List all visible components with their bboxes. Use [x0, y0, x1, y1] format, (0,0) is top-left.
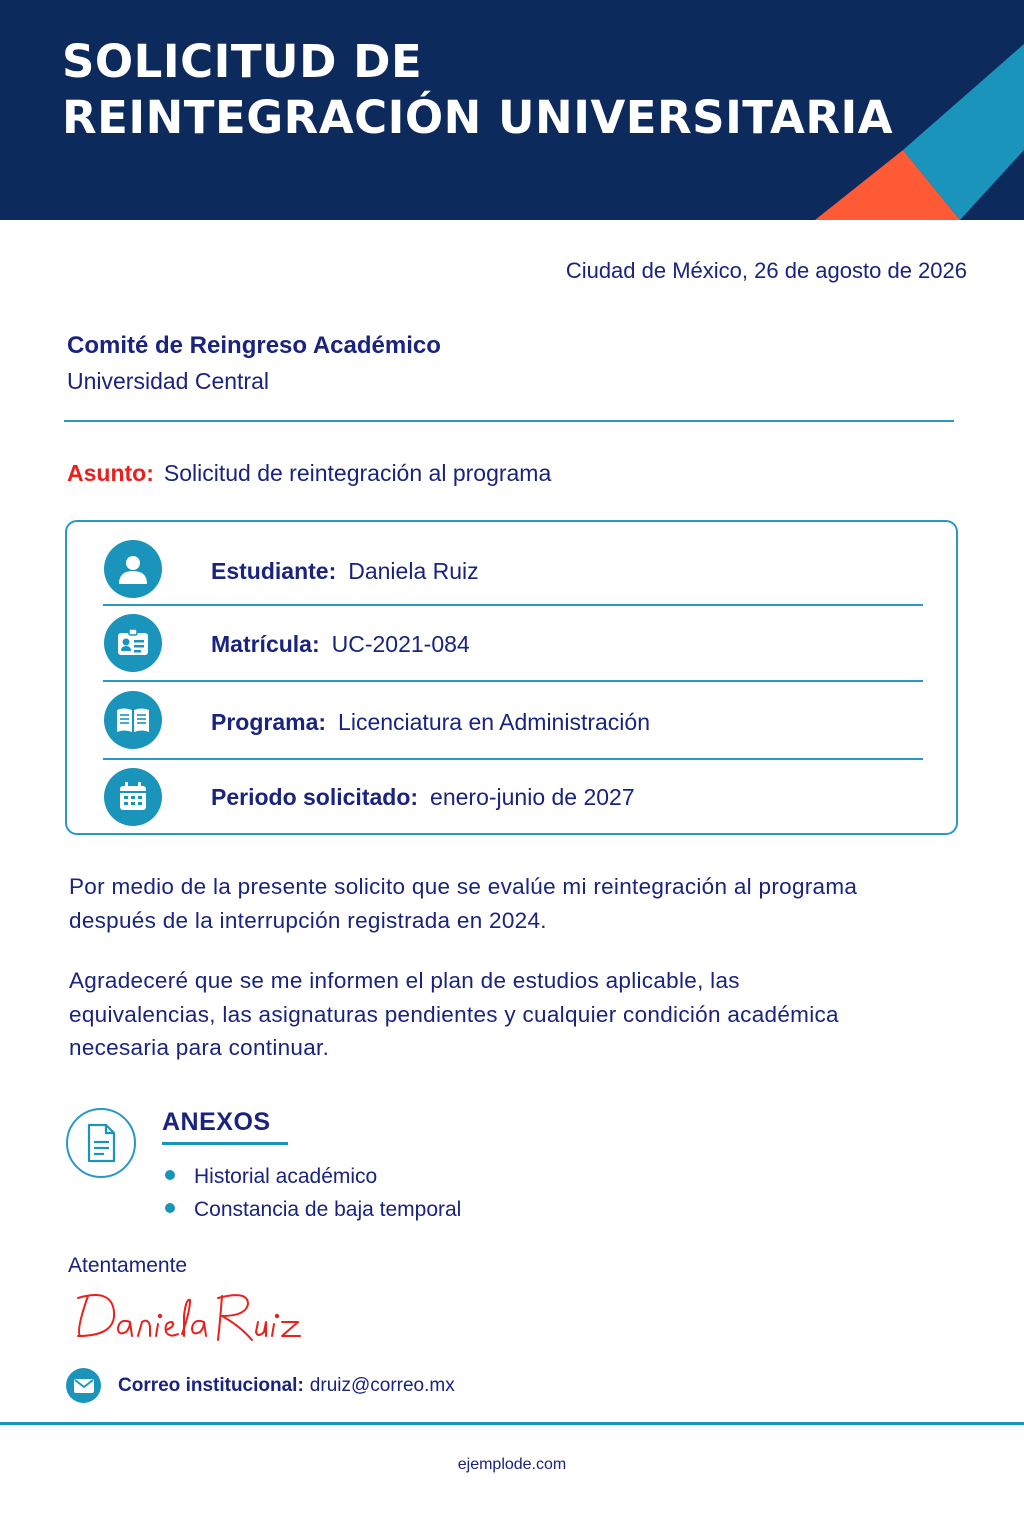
recipient-name: Comité de Reingreso Académico: [67, 332, 441, 359]
info-period-text: [211, 784, 635, 811]
list-item: [165, 1160, 461, 1193]
annexes-list: [165, 1160, 461, 1226]
page-title: [62, 34, 893, 146]
info-row-program: [103, 682, 923, 760]
user-icon: [104, 540, 162, 598]
info-program-text: [211, 709, 650, 736]
info-label: Periodo solicitado:: [211, 784, 419, 810]
info-id-text: [211, 631, 470, 658]
header-banner: [0, 0, 1024, 220]
footer-site[interactable]: ejemplode.com: [457, 1456, 567, 1473]
id-card-icon: [104, 614, 162, 672]
calendar-icon: [104, 768, 162, 826]
subject-line: [67, 460, 551, 487]
list-item: [165, 1193, 461, 1226]
mail-icon: [66, 1368, 101, 1403]
book-icon: [104, 691, 162, 749]
letter-date: Ciudad de México, 26 de agosto de 2026: [565, 258, 967, 283]
contact-email: [118, 1375, 455, 1397]
footer-divider: [0, 1422, 1024, 1425]
info-label: Estudiante:: [211, 558, 337, 584]
info-value: Daniela Ruiz: [348, 558, 479, 584]
recipient-organization: Universidad Central: [67, 368, 269, 394]
subject-label: Asunto:: [67, 460, 154, 486]
info-label: Matrícula:: [211, 631, 320, 657]
annexes-underline: [162, 1142, 288, 1145]
info-label: Programa:: [211, 709, 327, 735]
annex-item-label: Constancia de baja temporal: [194, 1198, 462, 1221]
subject-text: Solicitud de reintegración al programa: [163, 460, 552, 486]
annex-item-label: Historial académico: [194, 1165, 378, 1188]
document-icon: [66, 1108, 136, 1178]
bullet-icon: [165, 1170, 175, 1180]
annexes-title: ANEXOS: [162, 1108, 271, 1136]
info-value: UC-2021-084: [331, 631, 470, 657]
body-paragraph-1: Por medio de la presente solicito que se evalúe mi reintegración al programa después de la interrupción registrada en 2024.: [69, 874, 858, 933]
closing-text: Atentamente: [68, 1254, 188, 1277]
bullet-icon: [165, 1203, 175, 1213]
info-student-text: [211, 558, 479, 585]
page-title-line-2: REINTEGRACIÓN UNIVERSITARIA: [62, 91, 894, 144]
body-paragraph-2: Agradeceré que se me informen el plan de estudios aplicable, las equivalencias, las asignaturas pendientes y cualquier condición académica necesaria para continuar.: [69, 968, 839, 1060]
info-row-period: [103, 760, 923, 834]
info-value: Licenciatura en Administración: [338, 709, 650, 735]
info-value: enero-junio de 2027: [430, 784, 635, 810]
signature: [72, 1282, 322, 1352]
contact-label: Correo institucional:: [118, 1375, 304, 1396]
divider: [64, 420, 954, 422]
info-row-id: [103, 606, 923, 682]
page-title-line-1: SOLICITUD DE: [62, 35, 423, 88]
info-row-student: [103, 530, 923, 606]
student-info-card: [65, 520, 958, 835]
email-link[interactable]: druiz@correo.mx: [309, 1375, 455, 1396]
